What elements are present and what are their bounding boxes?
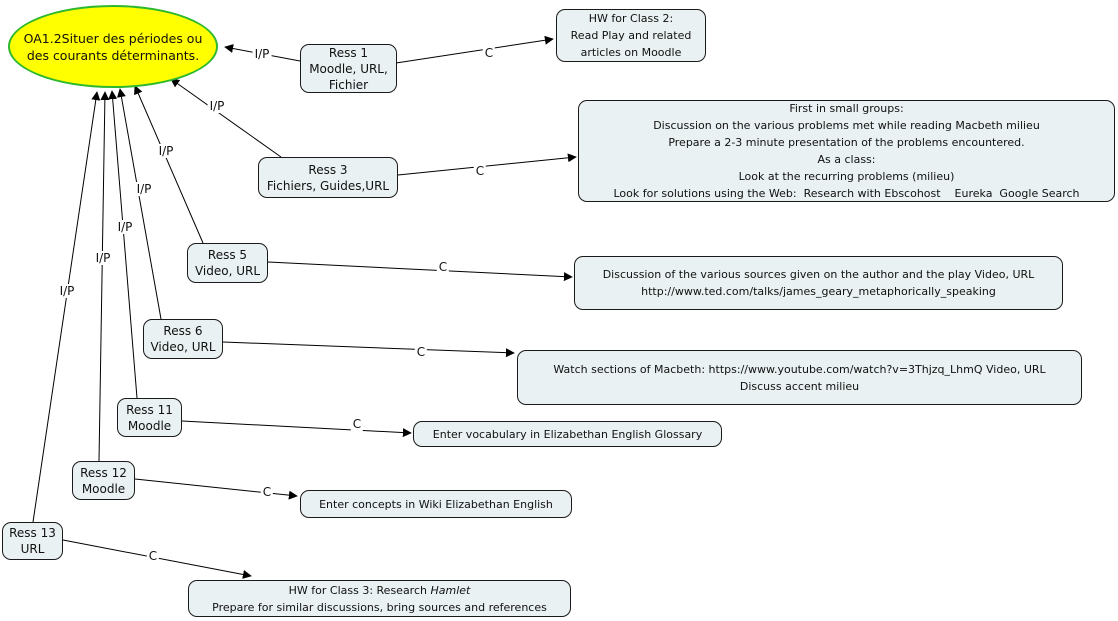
resource-node-ress5[interactable]	[187, 243, 268, 283]
concept-node-oa12[interactable]	[8, 5, 218, 88]
node-text: Look for solutions using the Web: Research with Ebscohost Eureka Google Search	[613, 187, 1080, 200]
activity-node-vocabulary[interactable]	[413, 421, 722, 447]
link-ress5-to-concept[interactable]	[135, 86, 203, 243]
edge-label-ip-ress6[interactable]: I/P	[136, 182, 152, 196]
node-text	[289, 582, 471, 599]
activity-node-ted-discussion[interactable]	[574, 256, 1063, 310]
link-ress5-to-ted-discussion[interactable]	[268, 262, 572, 277]
activity-node-wiki-concepts[interactable]	[300, 490, 572, 518]
resource-node-ress1[interactable]	[300, 44, 397, 93]
activity-node-hw-class2[interactable]	[556, 9, 706, 62]
link-ress13-to-concept[interactable]	[33, 92, 97, 522]
node-text: Discuss accent milieu	[739, 379, 860, 393]
node-text: URL	[20, 542, 45, 556]
node-text: As a class:	[817, 153, 876, 166]
edge-label-ip-ress13[interactable]: I/P	[59, 284, 75, 298]
resource-node-ress12[interactable]	[72, 461, 135, 500]
resource-node-ress11[interactable]	[117, 398, 182, 437]
edge-label-c-ress3[interactable]: C	[475, 164, 485, 178]
node-text: Prepare for similar discussions, bring sources and references	[212, 600, 547, 614]
activity-node-watch-macbeth[interactable]	[517, 350, 1082, 405]
node-text: Moodle	[81, 481, 126, 496]
link-ress6-to-concept[interactable]	[120, 89, 161, 319]
node-text: Discussion on the various problems met while reading Macbeth milieu	[653, 119, 1040, 132]
edge-label-ip-ress1[interactable]: I/P	[254, 47, 270, 61]
node-text: HW for Class 3: Research	[288, 583, 431, 597]
node-text: Moodle, URL,	[309, 61, 388, 76]
node-text: First in small groups:	[789, 102, 904, 115]
node-text: Ress 6	[163, 324, 203, 338]
node-text: Fichier	[328, 77, 369, 92]
node-text: Moodle	[127, 418, 172, 433]
node-text: Read Play and related	[570, 29, 692, 42]
node-text: Video, URL	[150, 340, 216, 354]
link-ress11-to-vocabulary[interactable]	[182, 421, 411, 433]
edge-label-ip-ress12[interactable]: I/P	[95, 251, 111, 265]
concept-text: OA1.2Situer des périodes ou	[23, 30, 203, 46]
concept-text: des courants déterminants.	[26, 47, 200, 63]
node-text: Ress 1	[328, 45, 369, 60]
resource-node-ress3[interactable]	[258, 157, 398, 198]
edge-label-c-ress11[interactable]: C	[352, 417, 362, 431]
node-text: Ress 3	[308, 162, 348, 177]
node-text: articles on Moodle	[580, 46, 682, 59]
node-text: Discussion of the various sources given on the author and the play Video, URL	[602, 268, 1035, 281]
link-ress6-to-watch-macbeth[interactable]	[223, 342, 514, 353]
node-text: Ress 12	[80, 465, 127, 480]
node-text: Ress 11	[126, 402, 173, 417]
edge-label-c-ress12[interactable]: C	[262, 485, 272, 499]
edge-label-c-ress13[interactable]: C	[148, 549, 158, 563]
node-text: Enter concepts in Wiki Elizabethan English	[319, 497, 553, 511]
link-ress11-to-concept[interactable]	[112, 91, 137, 398]
edge-label-ip-ress3[interactable]: I/P	[209, 99, 225, 113]
resource-node-ress6[interactable]	[143, 319, 223, 359]
node-text: Ress 13	[9, 526, 56, 540]
edge-label-ip-ress11[interactable]: I/P	[117, 220, 133, 234]
resource-node-ress13[interactable]	[2, 522, 63, 560]
node-text: Enter vocabulary in Elizabethan English Glossary	[432, 427, 703, 441]
link-ress1-to-hw-class2[interactable]	[396, 39, 553, 63]
node-text: http://www.ted.com/talks/james_geary_metaphorically_speaking	[641, 285, 996, 298]
node-text: Video, URL	[194, 264, 261, 278]
node-text: Look at the recurring problems (milieu)	[738, 170, 955, 183]
link-ress3-to-class-work[interactable]	[398, 157, 576, 175]
activity-node-class-work[interactable]	[578, 100, 1115, 202]
node-text: Fichiers, Guides,URL	[266, 178, 390, 193]
edge-label-c-ress5[interactable]: C	[438, 260, 448, 274]
node-text: Prepare a 2-3 minute presentation of the problems encountered.	[668, 136, 1025, 149]
edge-label-c-ress6[interactable]: C	[416, 345, 426, 359]
link-ress12-to-concept[interactable]	[99, 92, 105, 461]
edge-label-c-ress1[interactable]: C	[484, 46, 494, 60]
link-ress3-to-concept[interactable]	[171, 79, 281, 157]
node-text: HW for Class 2:	[588, 12, 674, 25]
node-text-italic: Hamlet	[430, 583, 471, 597]
activity-node-hw-class3[interactable]	[188, 580, 571, 617]
edge-label-ip-ress5[interactable]: I/P	[158, 144, 174, 158]
node-text: Ress 5	[207, 248, 248, 262]
node-text: Watch sections of Macbeth: https://www.youtube.com/watch?v=3Thjzq_LhmQ Video, URL	[553, 362, 1046, 376]
